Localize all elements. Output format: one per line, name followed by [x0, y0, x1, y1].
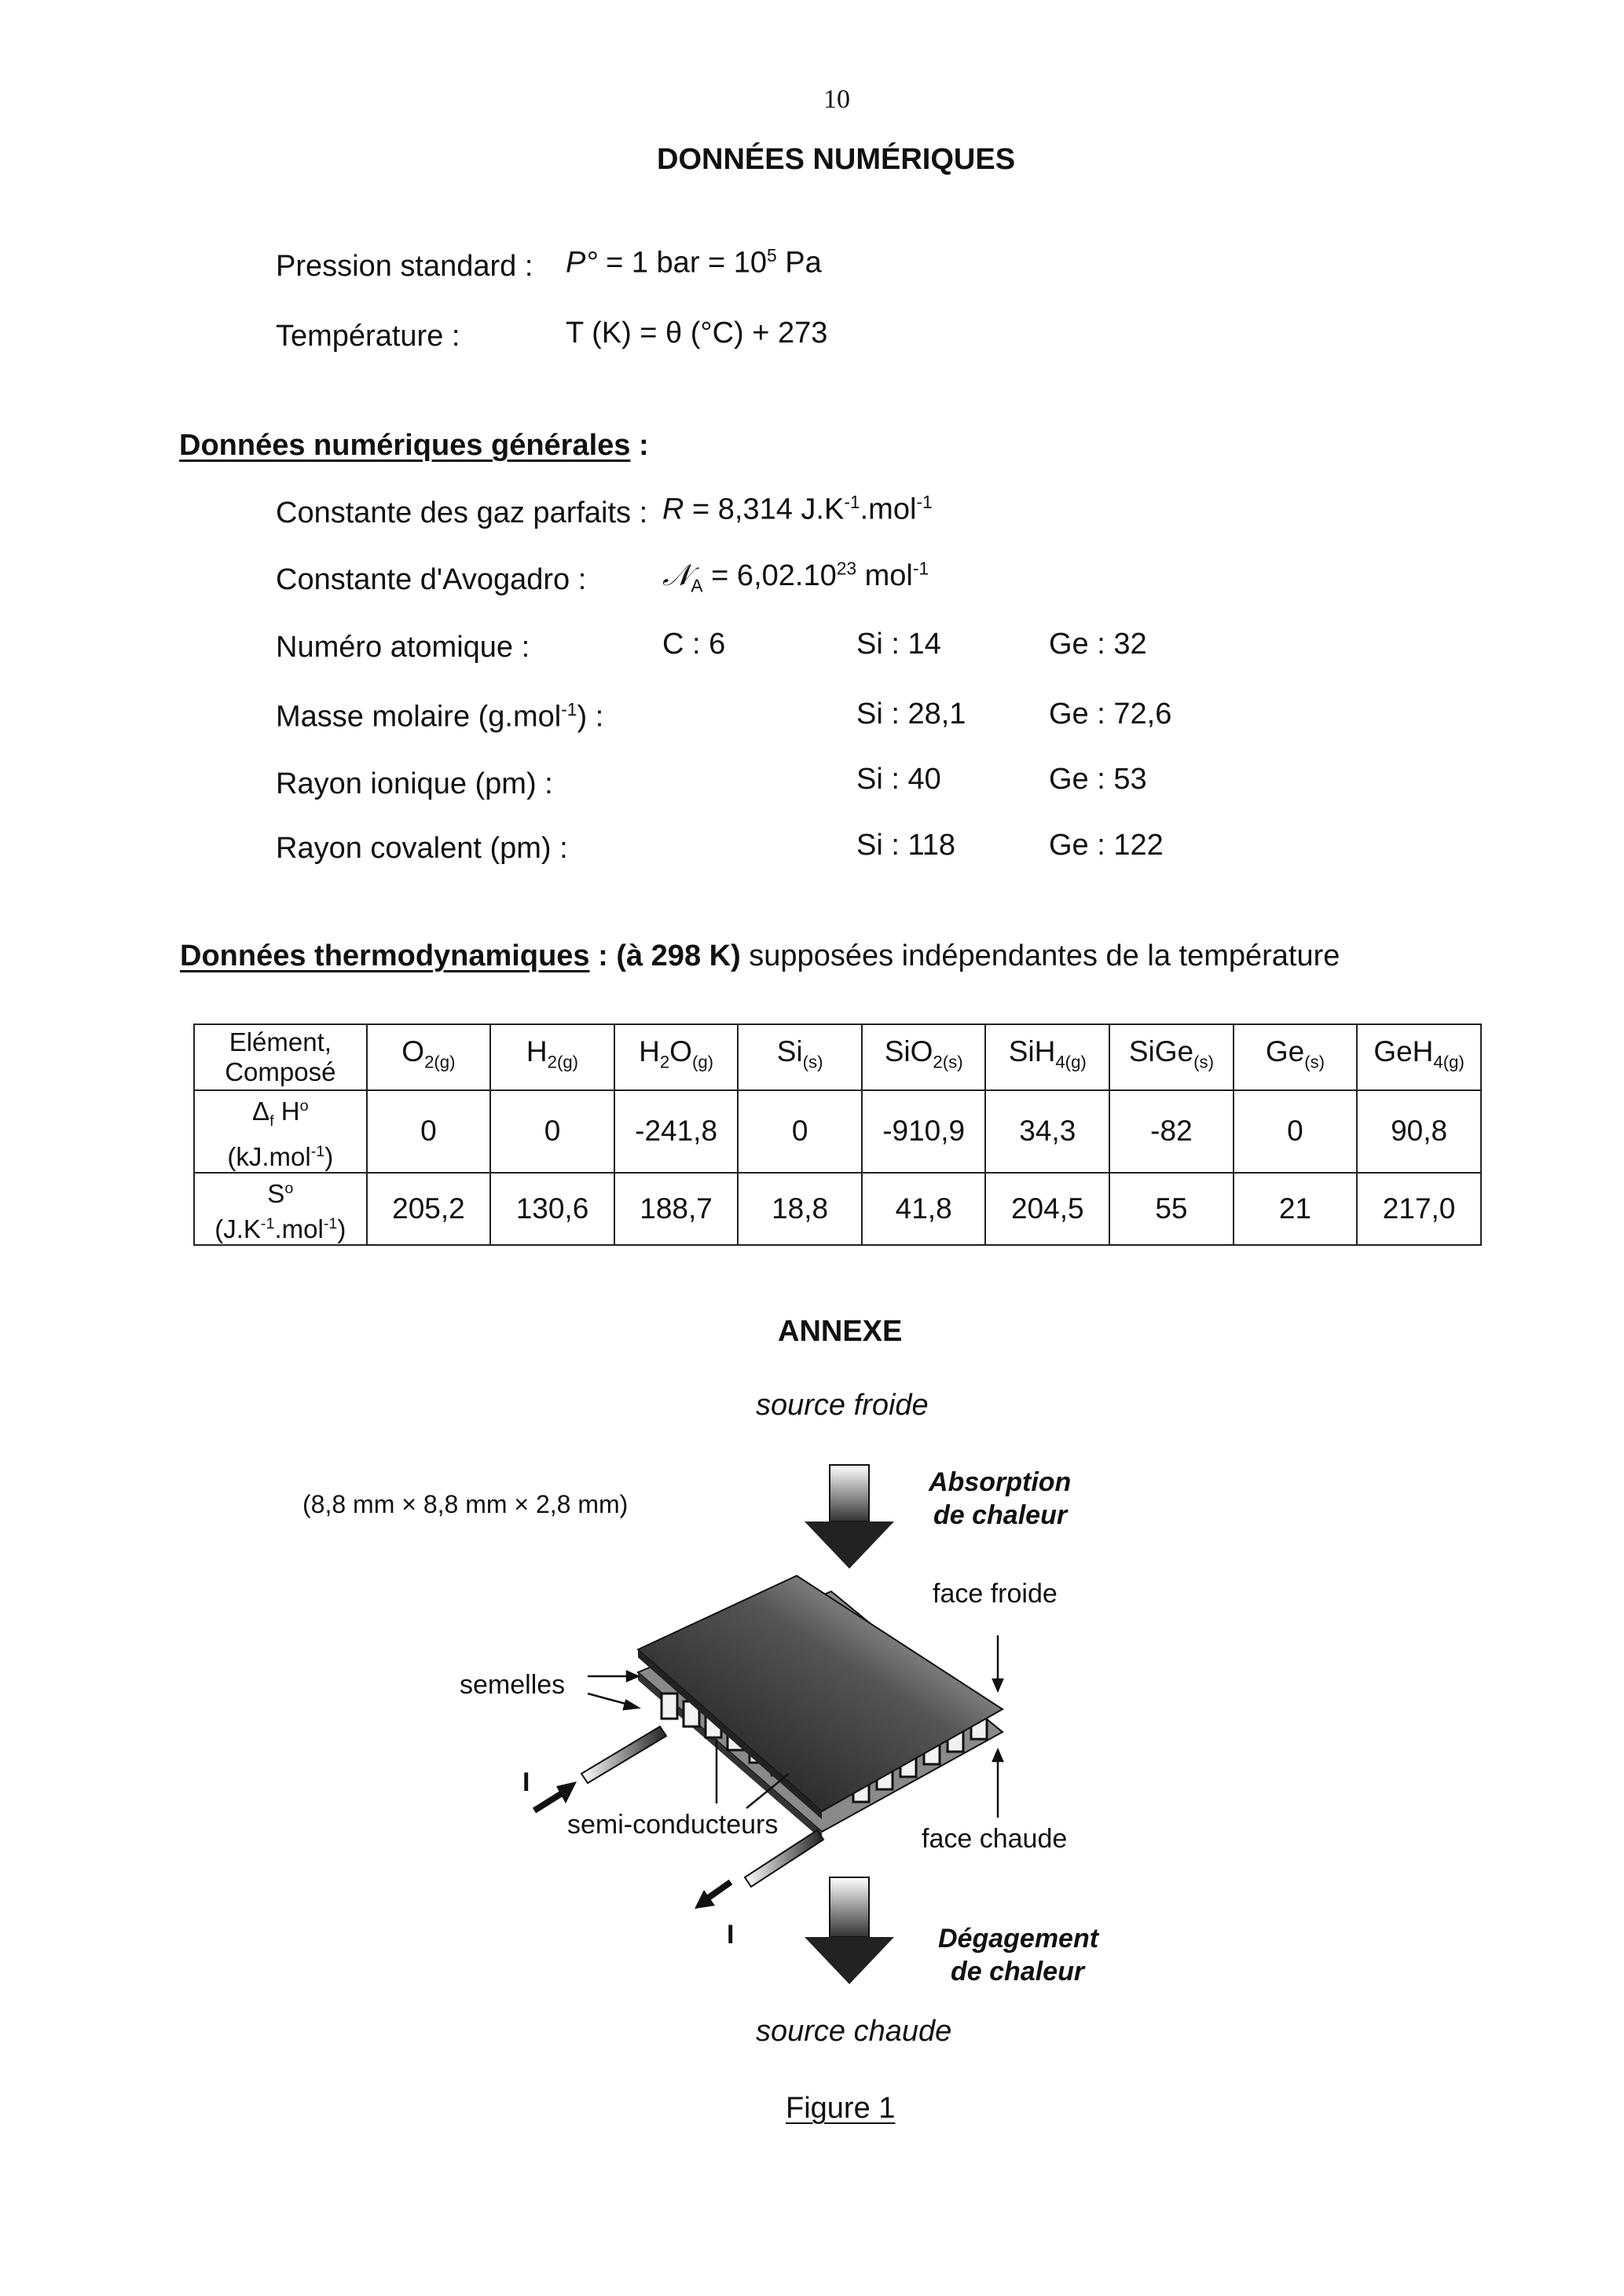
species-sub: 2(s)	[933, 1052, 963, 1072]
pression-label: Pression standard :	[276, 250, 533, 283]
species-base: SiGe	[1128, 1035, 1194, 1068]
s-unit-exp2: -1	[323, 1214, 338, 1232]
header-label-1: Elément,	[229, 1027, 332, 1056]
dh-sup: o	[299, 1097, 309, 1115]
dimensions-label: (8,8 mm × 8,8 mm × 2,8 mm)	[302, 1490, 629, 1518]
s-unit-post: )	[337, 1214, 346, 1243]
dh-value: -241,8	[614, 1090, 739, 1173]
s-value: 188,7	[614, 1173, 739, 1245]
s-value: 130,6	[490, 1173, 614, 1245]
page-number: 10	[823, 85, 850, 114]
s-value: 204,5	[985, 1173, 1109, 1245]
temperature-label: Température :	[276, 320, 460, 353]
face-froide-label: face froide	[933, 1579, 1058, 1609]
current-out-label: I	[727, 1920, 735, 1950]
species-sub: 4(g)	[1433, 1052, 1465, 1072]
species-sub: 2(g)	[424, 1052, 456, 1072]
gaz-symbol: R	[662, 493, 684, 526]
current-in-arrow-icon	[534, 1782, 577, 1811]
s-value: 55	[1109, 1173, 1234, 1245]
masse-molaire-post: ) :	[577, 700, 604, 734]
absorption-label-2: de chaleur	[933, 1500, 1068, 1530]
gaz-exp2: -1	[916, 492, 933, 512]
pression-exp: 5	[767, 245, 777, 265]
current-out-arrow-icon	[695, 1882, 731, 1909]
thermo-heading-bold-tail: : (à 298 K)	[589, 939, 741, 972]
thermo-heading-text: Données thermodynamiques	[180, 939, 590, 972]
dh-unit-exp: -1	[310, 1142, 325, 1160]
dh-value: 90,8	[1357, 1090, 1481, 1173]
avogadro-unit-exp: -1	[912, 558, 929, 579]
s-symbol: S	[267, 1178, 285, 1208]
dh-value: 0	[490, 1090, 614, 1173]
pression-unit: Pa	[776, 246, 822, 280]
s-value: 18,8	[738, 1173, 861, 1245]
species-base: SiH	[1008, 1035, 1056, 1068]
avogadro-exp: 23	[836, 558, 857, 579]
semelles-label: semelles	[460, 1670, 566, 1700]
s-value: 41,8	[862, 1173, 986, 1245]
page-title: DONNÉES NUMÉRIQUES	[657, 143, 1016, 176]
species-base: H	[526, 1035, 548, 1068]
species-base: H	[639, 1035, 660, 1068]
species-base: GeH	[1373, 1035, 1434, 1068]
gaz-exp1: -1	[844, 492, 860, 512]
species-base: O	[669, 1035, 692, 1068]
general-heading-colon: :	[630, 429, 649, 462]
header-label-2: Composé	[225, 1057, 336, 1086]
pression-symbol: P°	[566, 246, 598, 280]
numero-atomique-si: Si : 14	[856, 628, 941, 661]
species-sub: (g)	[691, 1052, 714, 1072]
s-sup: o	[284, 1179, 294, 1197]
numero-atomique-label: Numéro atomique :	[276, 631, 530, 664]
dh-sub: f	[269, 1112, 274, 1130]
dh-delta: Δ	[252, 1097, 270, 1126]
gaz-mol: .mol	[860, 493, 917, 526]
dh-value: -910,9	[862, 1090, 986, 1173]
dh-value: 0	[367, 1090, 491, 1173]
s-value: 217,0	[1357, 1173, 1481, 1245]
source-chaude-label: source chaude	[756, 2015, 952, 2048]
rayon-ionique-ge: Ge : 53	[1049, 763, 1147, 796]
dh-h: H	[273, 1097, 300, 1126]
species-sub: 2	[659, 1052, 670, 1072]
rayon-covalent-si: Si : 118	[856, 829, 956, 862]
s-value: 205,2	[367, 1173, 491, 1245]
wire-out	[745, 1830, 823, 1887]
thermo-heading-rest: supposées indépendantes de la température	[740, 939, 1340, 972]
avogadro-value-text: = 6,02.10	[702, 559, 837, 592]
dh-value: 0	[738, 1090, 861, 1173]
dh-unit-pre: (kJ.mol	[227, 1141, 311, 1171]
numero-atomique-c: C : 6	[662, 628, 726, 661]
degagement-arrow-icon	[805, 1877, 894, 1984]
s-unit-mid: .mol	[274, 1214, 324, 1243]
degagement-label-2: de chaleur	[951, 1957, 1085, 1987]
s-unit-pre: (J.K	[214, 1214, 261, 1243]
face-chaude-label: face chaude	[922, 1824, 1068, 1854]
face-chaude-pointer	[993, 1750, 1003, 1818]
avogadro-label: Constante d'Avogadro :	[276, 563, 587, 596]
annexe-title: ANNEXE	[778, 1315, 903, 1348]
s-unit-exp1: -1	[260, 1214, 275, 1232]
masse-molaire-si: Si : 28,1	[856, 698, 966, 731]
masse-molaire-pre: Masse molaire (g.mol	[276, 700, 562, 734]
masse-molaire-exp: -1	[561, 699, 577, 720]
semi-conducteurs-label: semi-conducteurs	[567, 1810, 779, 1840]
face-froide-pointer	[993, 1635, 1003, 1690]
avogadro-sub: A	[691, 575, 703, 596]
avogadro-symbol: 𝒩	[662, 558, 691, 592]
masse-molaire-ge: Ge : 72,6	[1049, 698, 1172, 731]
numero-atomique-ge: Ge : 32	[1049, 628, 1147, 661]
dh-value: 0	[1234, 1090, 1357, 1173]
pression-mid: = 1 bar = 10	[597, 246, 768, 280]
species-sub: (s)	[1304, 1052, 1325, 1072]
avogadro-unit: mol	[856, 559, 913, 592]
absorption-arrow-icon	[805, 1465, 894, 1569]
species-base: SiO	[884, 1035, 933, 1068]
absorption-label-1: Absorption	[929, 1467, 1072, 1497]
rayon-covalent-ge: Ge : 122	[1049, 829, 1164, 862]
gaz-label: Constante des gaz parfaits :	[276, 496, 648, 529]
species-base: Ge	[1265, 1035, 1305, 1068]
gaz-value-text: = 8,314 J.K	[684, 493, 845, 526]
dh-value: -82	[1109, 1090, 1234, 1173]
s-value: 21	[1234, 1173, 1357, 1245]
wire-in	[581, 1727, 666, 1783]
dh-unit-post: )	[324, 1141, 334, 1171]
species-sub: (s)	[802, 1052, 823, 1072]
rayon-ionique-label: Rayon ionique (pm) :	[276, 767, 553, 800]
figure-caption: Figure 1	[786, 2092, 896, 2125]
semelles-pointer-arrows	[588, 1672, 638, 1709]
species-base: O	[401, 1035, 425, 1068]
species-sub: 2(g)	[547, 1052, 579, 1072]
degagement-label-1: Dégagement	[938, 1924, 1099, 1954]
current-in-label: I	[522, 1767, 530, 1797]
source-froide-label: source froide	[756, 1389, 929, 1422]
temperature-value: T (K) = θ (°C) + 273	[566, 317, 828, 350]
top-plate	[638, 1576, 1003, 1811]
dh-value: 34,3	[985, 1090, 1109, 1173]
general-heading-text: Données numériques générales	[179, 429, 631, 462]
species-sub: 4(g)	[1055, 1052, 1087, 1072]
rayon-covalent-label: Rayon covalent (pm) :	[276, 832, 568, 865]
species-base: Si	[776, 1035, 803, 1068]
rayon-ionique-si: Si : 40	[856, 763, 941, 796]
species-sub: (s)	[1193, 1052, 1214, 1072]
